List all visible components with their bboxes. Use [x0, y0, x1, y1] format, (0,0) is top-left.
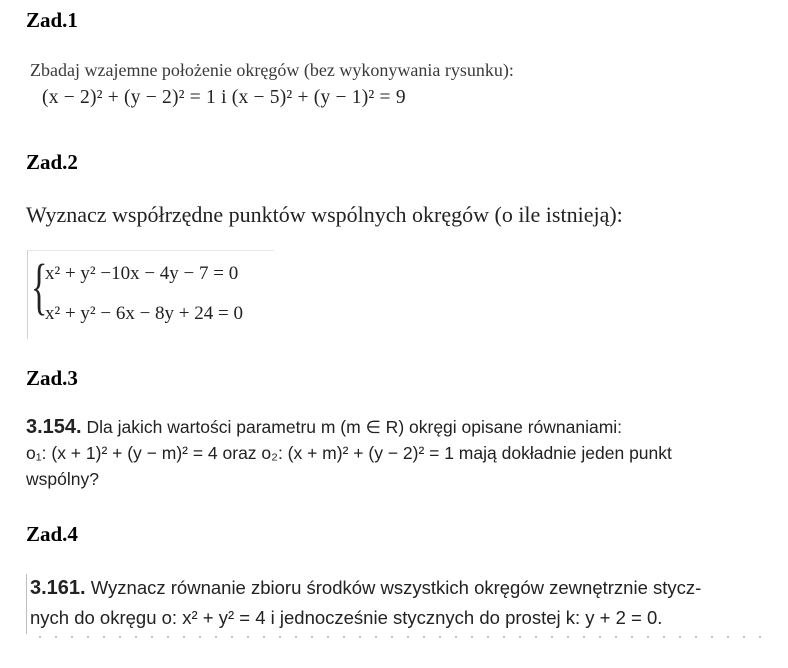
zad1-equation: (x − 2)² + (y − 2)² = 1 i (x − 5)² + (y − 1)² = 9 — [42, 87, 406, 108]
zad4-problem-line-1 — [30, 577, 701, 600]
zad4-line-1-text: Wyznacz równanie zbioru środków wszystkich okręgów zewnętrznie stycz- — [90, 577, 702, 598]
zad2-system-equation-1: x² + y² −10x − 4y − 7 = 0 — [45, 263, 239, 284]
zad3-heading: Zad.3 — [26, 366, 78, 390]
zad3-problem-line-2: o₁: (x + 1)² + (y − m)² = 4 oraz o₂: (x + m)² + (y − 2)² = 1 mają dokładnie jeden punkt — [26, 443, 672, 463]
zad4-problem-number: 3.161. — [30, 577, 86, 599]
dotted-separator — [32, 636, 772, 638]
zad3-problem-line-1 — [26, 416, 622, 439]
zad3-problem-number: 3.154. — [26, 416, 82, 438]
system-brace-icon: { — [31, 253, 48, 321]
zad3-line-1-text: Dla jakich wartości parametru m (m ∈ R) okręgi opisane równaniami: — [86, 417, 623, 437]
zad2-system-equation-2: x² + y² − 6x − 8y + 24 = 0 — [45, 303, 243, 324]
zad2-instruction: Wyznacz współrzędne punktów wspólnych okręgów (o ile istnieją): — [26, 202, 623, 227]
zad4-heading: Zad.4 — [26, 522, 78, 546]
zad3-problem-line-3: wspólny? — [26, 469, 99, 489]
zad1-heading: Zad.1 — [26, 8, 78, 32]
zad1-instruction: Zbadaj wzajemne położenie okręgów (bez wykonywania rysunku): — [30, 60, 514, 80]
zad4-problem-line-2: nych do okręgu o: x² + y² = 4 i jednocześnie stycznych do prostej k: y + 2 = 0. — [30, 607, 663, 628]
zad2-heading: Zad.2 — [26, 150, 78, 174]
